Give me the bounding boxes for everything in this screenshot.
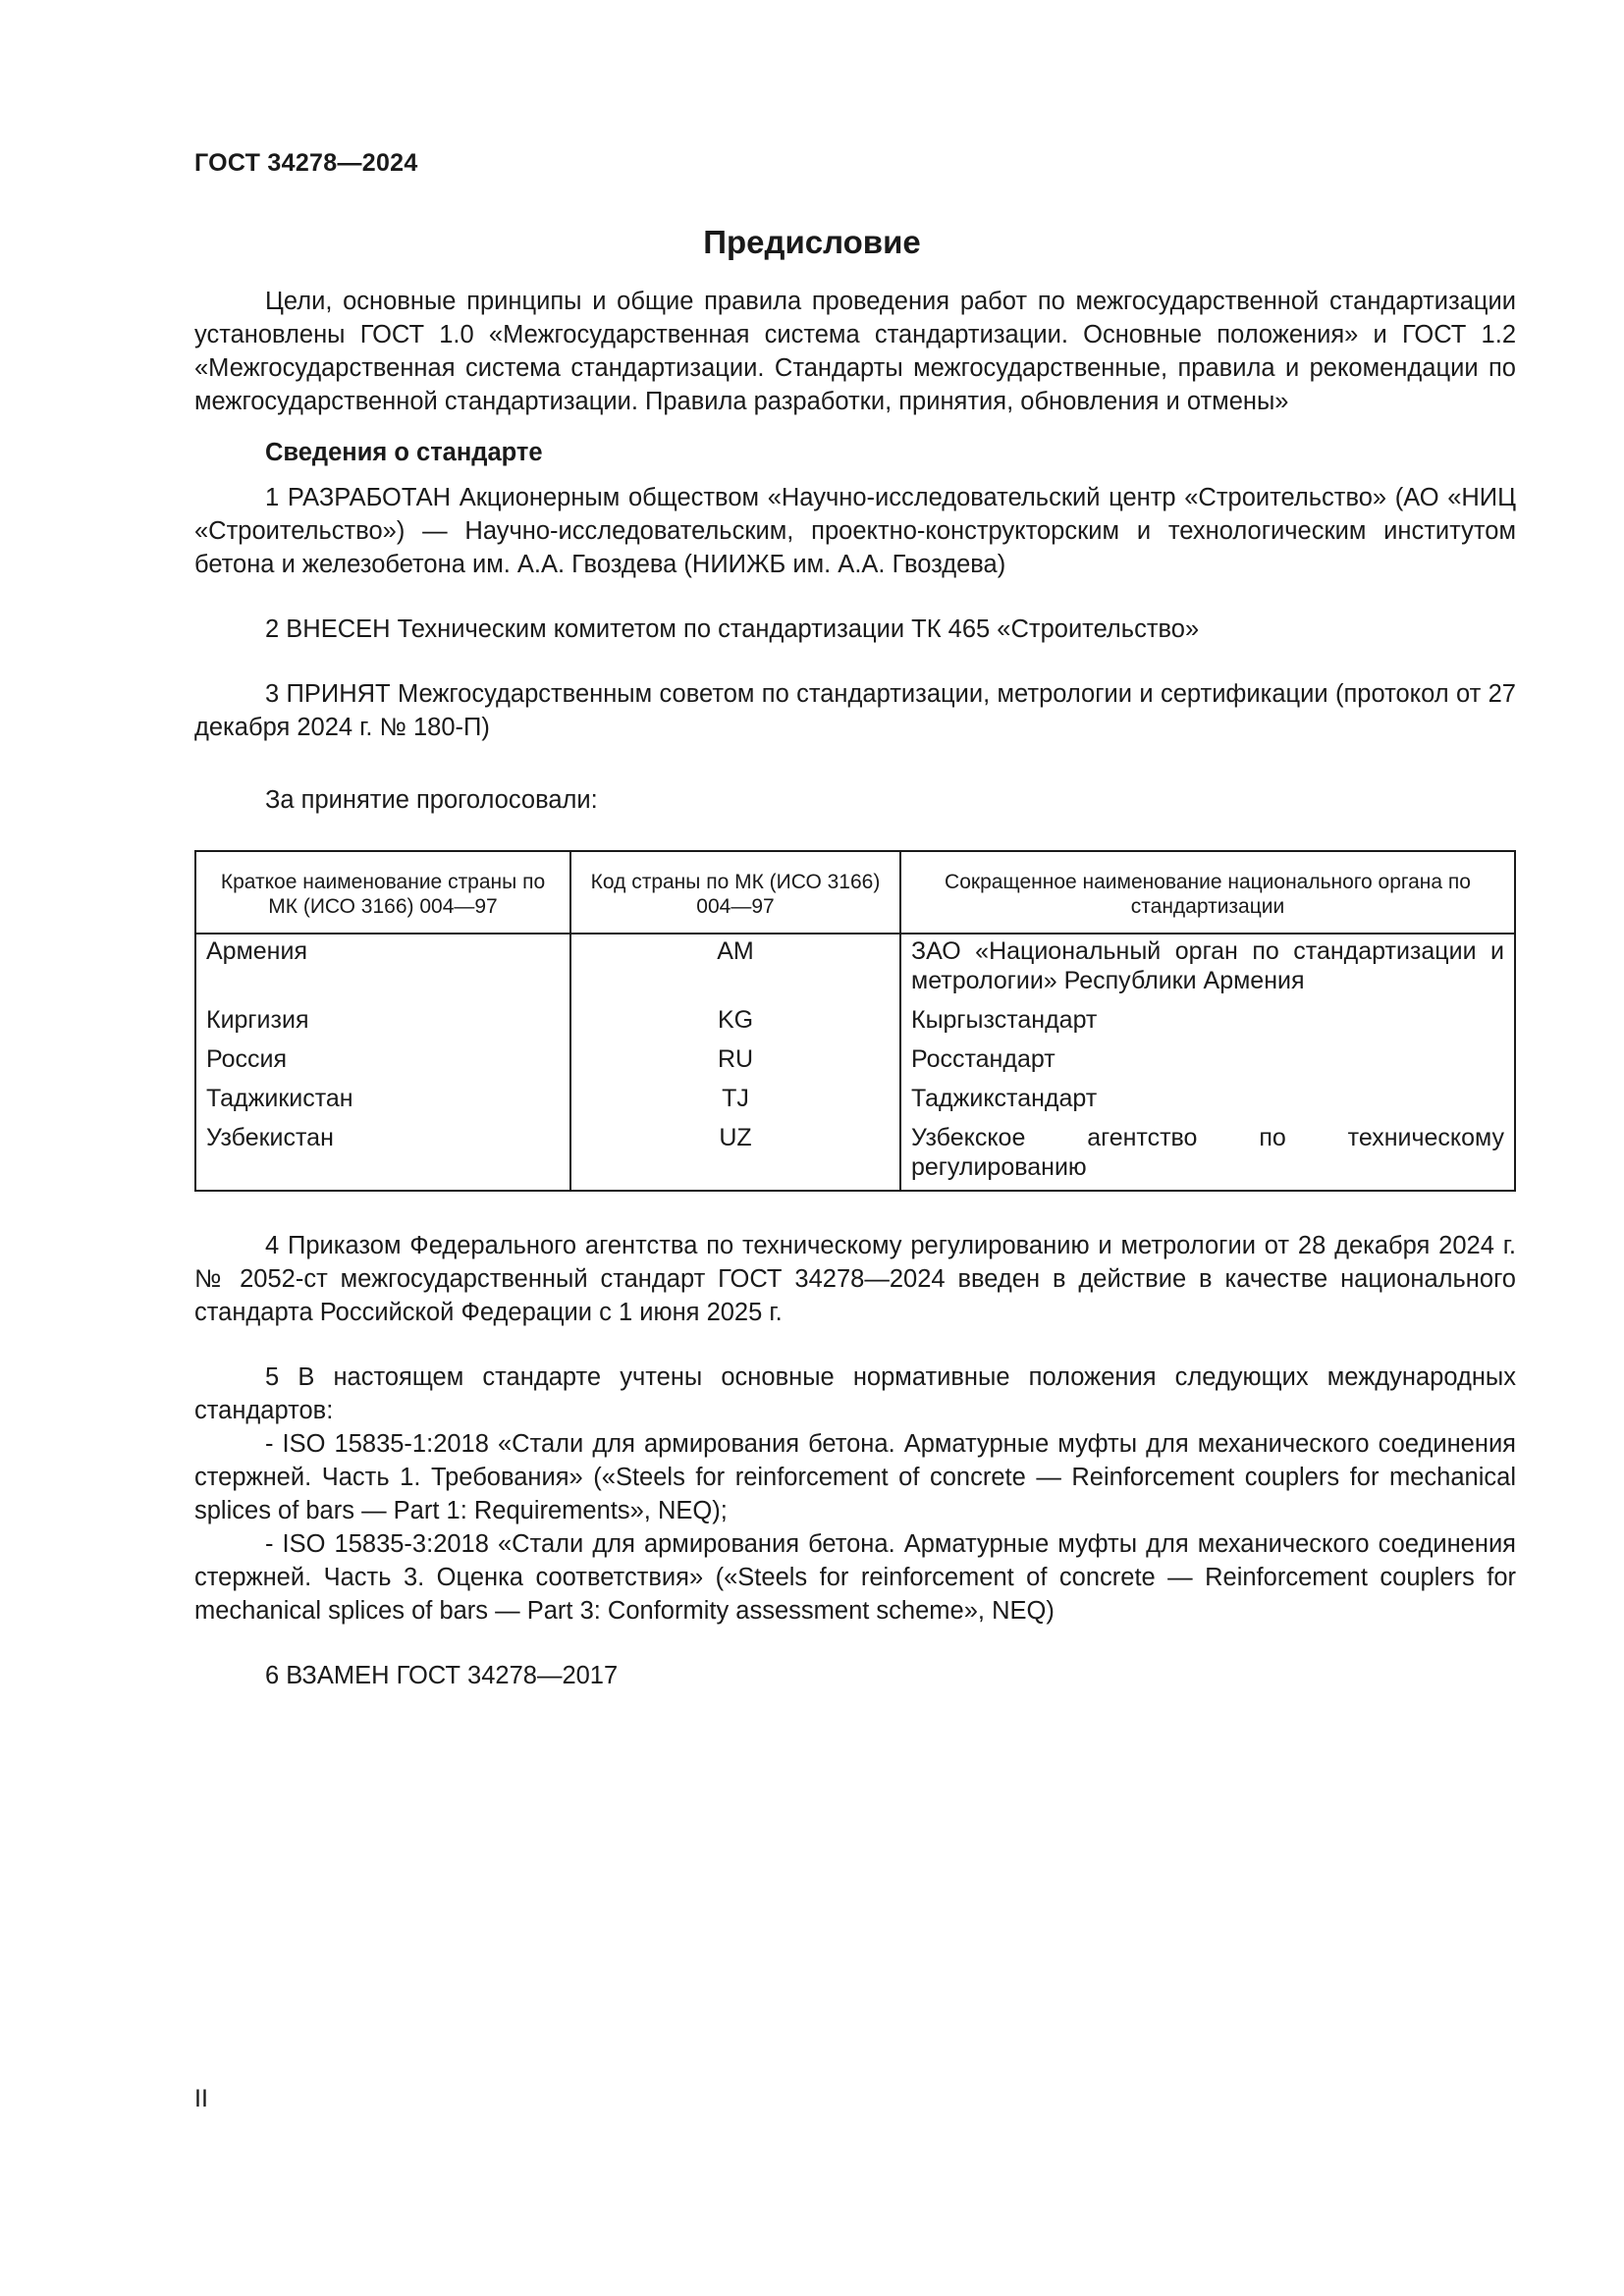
country-cell: Таджикистан <box>195 1082 570 1121</box>
intro-paragraph: Цели, основные принципы и общие правила проведения работ по межгосударственной стандартизации установлены ГОСТ 1.0 «Межгосударственная система стандартизации. Основные положения» и ГОСТ 1.2 «Межгосударственная система стандартизации. Стандарты межгосударственные, правила и рекомендации по межгосударственной стандартизации. Правила разработки, принятия, обновления и отмены» <box>194 288 1516 415</box>
table-row <box>195 934 1515 1003</box>
table-row <box>195 1082 1515 1121</box>
document-id-header: ГОСТ 34278—2024 <box>194 149 418 177</box>
country-cell: Армения <box>195 934 570 1003</box>
page-number: II <box>194 2085 208 2112</box>
country-cell: Россия <box>195 1042 570 1082</box>
org-cell: ЗАО «Национальный орган по стандартизации и метрологии» Республики Армения <box>900 934 1515 1003</box>
preface-body <box>194 285 1516 1692</box>
header-national-body: Сокращенное наименование национального органа по стандартизации <box>900 851 1515 934</box>
section-title: Сведения о стандарте <box>265 439 543 466</box>
item-5-standard-2: - ISO 15835-3:2018 «Стали для армирования бетона. Арматурные муфты для механического соединения стержней. Часть 3. Оценка соответствия» («Steels for reinforcement of concrete — Reinforcement couplers for mechanical splices of bars — Part 3: Conformity assessment scheme», NEQ) <box>194 1530 1516 1625</box>
org-cell: Узбекское агентство по техническому регулированию <box>900 1121 1515 1191</box>
table-row <box>195 1121 1515 1191</box>
code-cell: KG <box>570 1003 900 1042</box>
code-cell: AM <box>570 934 900 1003</box>
table-row <box>195 1003 1515 1042</box>
item-1-paragraph: 1 РАЗРАБОТАН Акционерным обществом «Научно-исследовательский центр «Строительство» (АО «НИЦ «Строительство») — Научно-исследовательским, проектно-конструкторским и технологическим институтом бетона и железобетона им. А.А. Гвоздева (НИИЖБ им. А.А. Гвоздева) <box>194 484 1516 578</box>
item-6-paragraph: 6 ВЗАМЕН ГОСТ 34278—2017 <box>265 1662 619 1689</box>
country-cell: Киргизия <box>195 1003 570 1042</box>
voting-table <box>194 850 1516 1192</box>
item-4-paragraph: 4 Приказом Федерального агентства по техническому регулированию и метрологии от 28 декабря 2024 г. № 2052-ст межгосударственный стандарт ГОСТ 34278—2024 введен в действие в качестве национального стандарта Российской Федерации с 1 июня 2025 г. <box>194 1232 1516 1326</box>
page-title: Предисловие <box>703 224 921 260</box>
item-5-standard-1: - ISO 15835-1:2018 «Стали для армирования бетона. Арматурные муфты для механического соединения стержней. Часть 1. Требования» («Steels for reinforcement of concrete — Reinforcement couplers for mechanical splices of bars — Part 1: Requirements», NEQ); <box>194 1430 1516 1524</box>
item-2-paragraph: 2 ВНЕСЕН Техническим комитетом по стандартизации ТК 465 «Строительство» <box>265 615 1200 643</box>
vote-intro: За принятие проголосовали: <box>265 786 598 814</box>
code-cell: UZ <box>570 1121 900 1191</box>
org-cell: Росстандарт <box>900 1042 1515 1082</box>
table-header-row <box>195 851 1515 934</box>
header-country-name: Краткое наименование страны по МК (ИСО 3166) 004—97 <box>195 851 570 934</box>
code-cell: RU <box>570 1042 900 1082</box>
code-cell: TJ <box>570 1082 900 1121</box>
org-cell: Кыргызстандарт <box>900 1003 1515 1042</box>
country-cell: Узбекистан <box>195 1121 570 1191</box>
table-row <box>195 1042 1515 1082</box>
item-5-paragraph: 5 В настоящем стандарте учтены основные нормативные положения следующих международных стандартов: <box>194 1363 1516 1424</box>
org-cell: Таджикстандарт <box>900 1082 1515 1121</box>
header-country-code: Код страны по МК (ИСО 3166) 004—97 <box>570 851 900 934</box>
item-3-paragraph: 3 ПРИНЯТ Межгосударственным советом по стандартизации, метрологии и сертификации (протокол от 27 декабря 2024 г. № 180-П) <box>194 680 1516 741</box>
item-5-block <box>194 1361 1516 1628</box>
